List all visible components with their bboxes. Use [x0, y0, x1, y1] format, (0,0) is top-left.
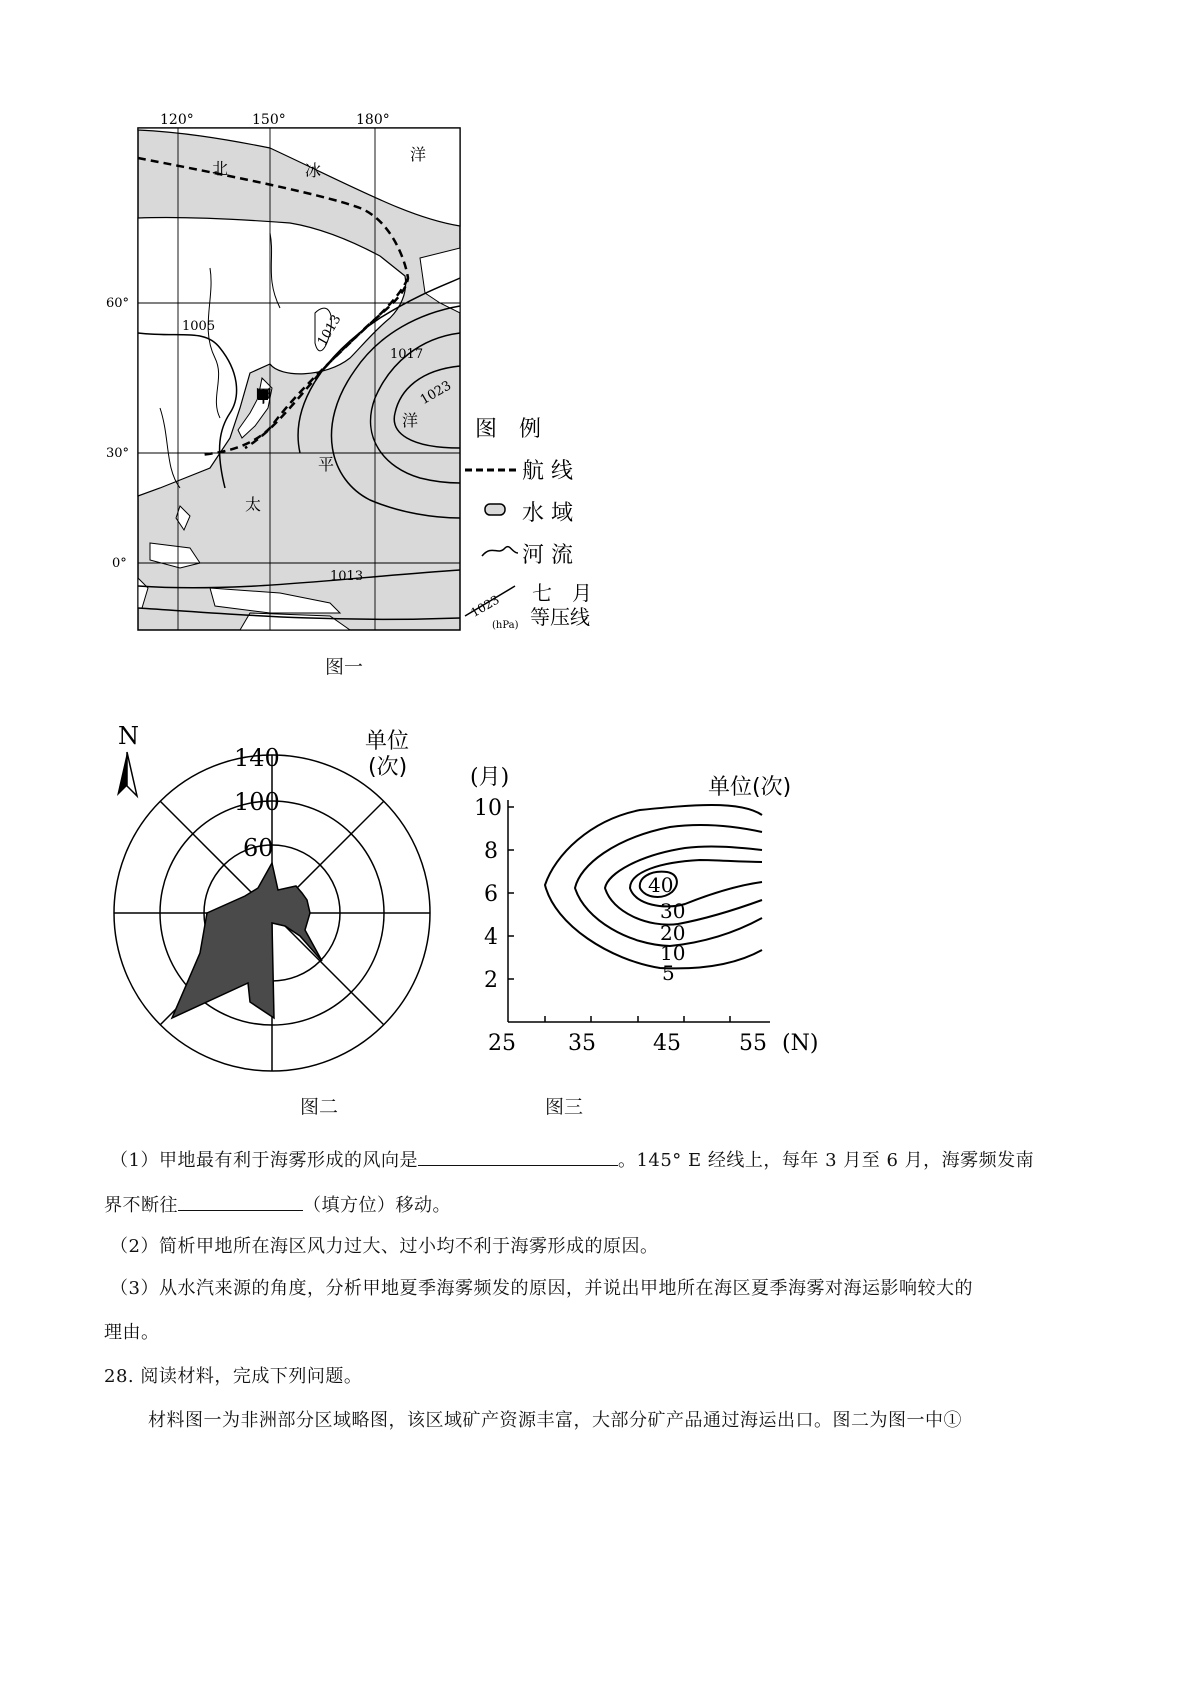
question-2: （2）简析甲地所在海区风力过大、过小均不利于海雾形成的原因。: [110, 1236, 659, 1257]
contour-label-5: 5: [662, 961, 675, 985]
legend-isobar-label2: 等压线: [530, 605, 590, 629]
legend-river-symbol: [482, 547, 518, 556]
y-tick-2: 2: [484, 968, 498, 993]
question-1-text-a: （1）甲地最有利于海雾形成的风向是: [110, 1150, 418, 1171]
isobar-label-1005: 1005: [182, 319, 216, 334]
question-1-text-d: （填方位）移动。: [303, 1195, 451, 1216]
question-28-heading: 28. 阅读材料，完成下列问题。: [104, 1366, 363, 1387]
rose-unit-line1: 单位: [365, 729, 410, 754]
question-1-line2: [104, 1191, 451, 1217]
legend-isobar-sample: 1023: [468, 592, 502, 620]
isobar-label-1023: 1023: [417, 378, 454, 408]
isobar-label-1013: 1013: [314, 312, 345, 349]
legend-water-label: 水 域: [522, 501, 573, 526]
figure1-caption: 图一: [325, 656, 364, 678]
figure3-contour-chart: [470, 760, 830, 1060]
lon-label-150: 150°: [252, 112, 286, 128]
isobar-label-1013-south: 1013: [330, 569, 364, 584]
figure3-caption: 图三: [545, 1096, 584, 1118]
x-tick-55: 55: [739, 1031, 767, 1056]
x-tick-35: 35: [568, 1031, 596, 1056]
y-tick-6: 6: [484, 882, 498, 907]
ring-label-140: 140: [234, 744, 280, 772]
y-axis-unit: (月): [470, 765, 510, 790]
lon-label-120: 120°: [160, 112, 194, 128]
lat-label-60: 60°: [106, 296, 130, 311]
question-3-line2: 理由。: [104, 1322, 160, 1343]
ocean-label-yang2: 洋: [402, 411, 419, 430]
north-arrow-label: N: [118, 722, 139, 750]
ocean-label-bei: 北: [212, 159, 229, 178]
place-label-jia: 甲: [255, 387, 272, 407]
ring-label-60: 60: [243, 834, 274, 862]
answer-blank-1[interactable]: [418, 1147, 618, 1166]
y-tick-8: 8: [484, 839, 498, 864]
north-arrow-icon: [117, 752, 127, 796]
legend-isobar-label: 七 月: [532, 581, 592, 605]
ocean-label-yang: 洋: [410, 145, 427, 164]
contour-label-40: 40: [648, 873, 674, 897]
x-tick-45: 45: [653, 1031, 681, 1056]
legend-title: 图 例: [475, 417, 542, 442]
x-axis-unit: (N): [782, 1031, 819, 1056]
isobar-label-1017: 1017: [390, 347, 424, 362]
ocean-label-ping: 平: [318, 455, 335, 474]
map-legend: [465, 417, 592, 631]
contour-label-10: 10: [660, 941, 686, 965]
lat-label-0: 0°: [112, 556, 127, 571]
contour-unit: 单位(次): [708, 775, 792, 800]
y-tick-4: 4: [484, 925, 498, 950]
figure2-caption: 图二: [300, 1096, 339, 1118]
question-1-line1: [110, 1146, 1034, 1172]
legend-river-label: 河 流: [522, 543, 573, 568]
y-tick-10: 10: [474, 796, 502, 821]
rose-unit-line2: (次): [368, 755, 408, 780]
lat-label-30: 30°: [106, 446, 130, 461]
lon-label-180: 180°: [356, 112, 390, 128]
legend-route-label: 航 线: [522, 459, 573, 484]
legend-water-symbol: [485, 504, 505, 515]
question-1-text-b: 。145° E 经线上，每年 3 月至 6 月，海雾频发南: [617, 1150, 1035, 1171]
contour-label-30: 30: [660, 899, 686, 923]
answer-blank-2[interactable]: [178, 1192, 303, 1211]
legend-isobar-unit: (hPa): [492, 620, 519, 631]
ring-label-100: 100: [234, 788, 280, 816]
question-1-text-c: 界不断往: [104, 1195, 178, 1216]
x-tick-25: 25: [488, 1031, 516, 1056]
figure2-wind-rose: [100, 718, 470, 1078]
question-3-line1: （3）从水汽来源的角度，分析甲地夏季海雾频发的原因，并说出甲地所在海区夏季海雾对海运影响较大的: [110, 1278, 973, 1299]
ocean-label-tai: 太: [245, 495, 262, 514]
contour-label-20: 20: [660, 921, 686, 945]
material-text: 材料图一为非洲部分区域略图，该区域矿产资源丰富，大部分矿产品通过海运出口。图二为图一中①: [148, 1410, 962, 1431]
ocean-label-bing: 冰: [305, 161, 322, 180]
figure1-map: [106, 108, 680, 638]
